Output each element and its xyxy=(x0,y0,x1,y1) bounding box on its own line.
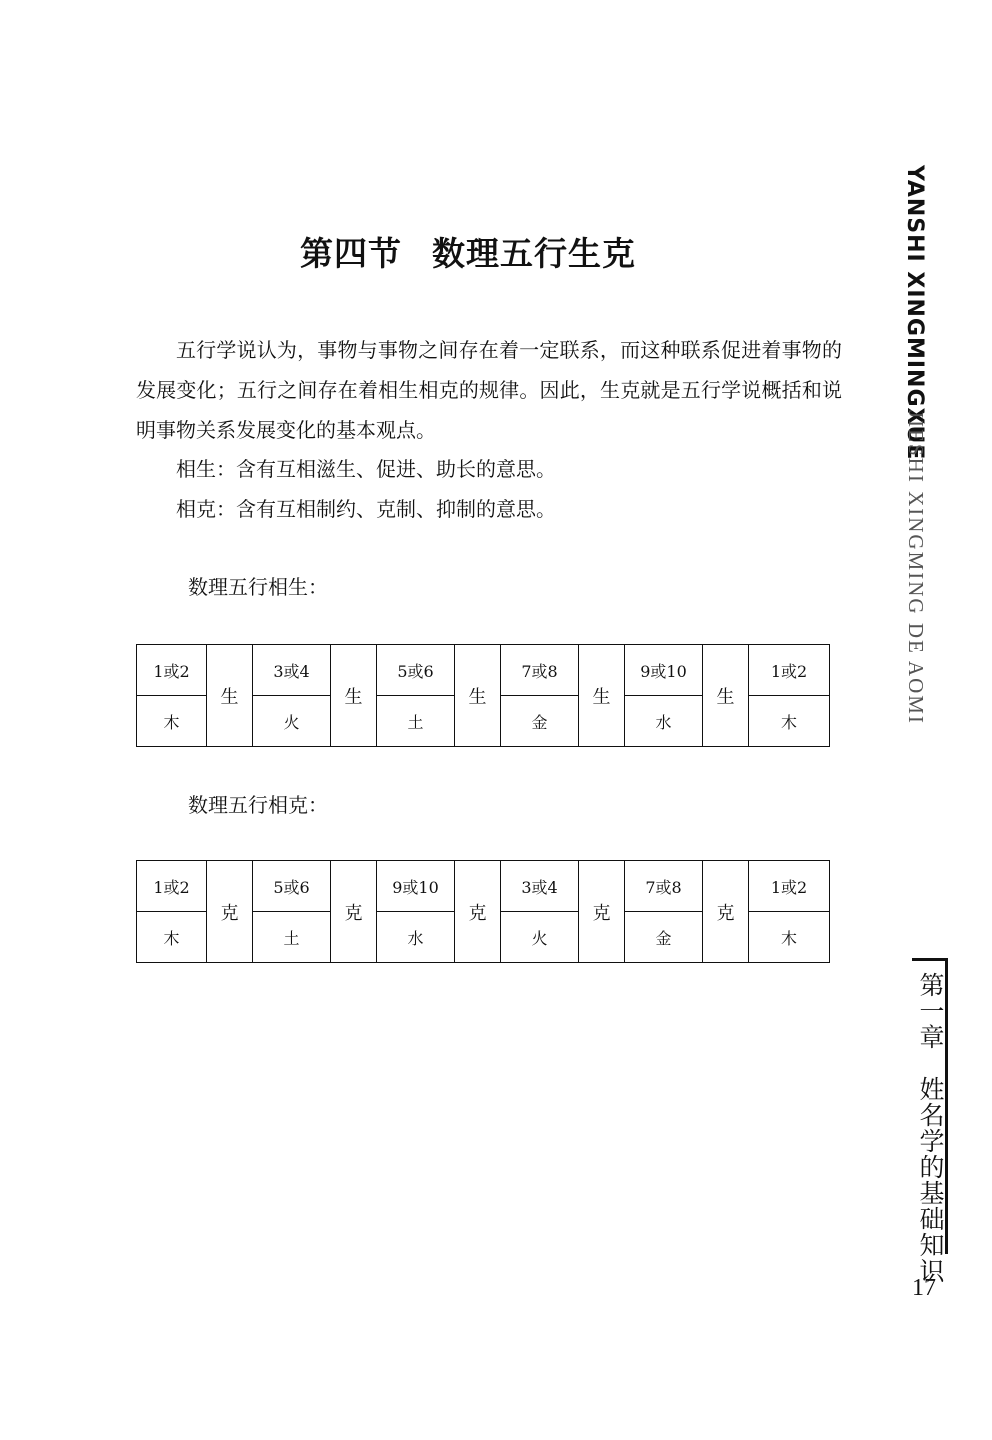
sheng-number-cell: 3或4 xyxy=(253,645,331,696)
sheng-number-cell: 7或8 xyxy=(501,645,579,696)
ke-definition: 相克：含有互相制约、克制、抑制的意思。 xyxy=(176,497,556,521)
ke-number-cell: 3或4 xyxy=(501,861,579,912)
running-subtitle-en: JIESHI XINGMING DE AOMI xyxy=(904,410,928,725)
ke-caption: 数理五行相克： xyxy=(188,793,328,817)
ke-table xyxy=(136,860,830,963)
sheng-element-cell: 土 xyxy=(377,696,455,747)
sheng-number-cell: 1或2 xyxy=(749,645,830,696)
chapter-label: 第一章 姓名学的基础知识 xyxy=(916,972,945,1284)
ke-operator-cell: 克 xyxy=(207,861,253,963)
sheng-operator-cell: 生 xyxy=(579,645,625,747)
sheng-element-cell: 木 xyxy=(749,696,830,747)
sheng-operator-cell: 生 xyxy=(207,645,253,747)
sheng-number-cell: 5或6 xyxy=(377,645,455,696)
ke-element-cell: 土 xyxy=(253,912,331,963)
page-number: 17 xyxy=(912,1275,936,1301)
intro-paragraph: 五行学说认为，事物与事物之间存在着一定联系，而这种联系促进着事物的发展变化；五行之间存在着相生相克的规律。因此，生克就是五行学说概括和说明事物关系发展变化的基本观点。 xyxy=(136,338,842,442)
sheng-element-cell: 火 xyxy=(253,696,331,747)
ke-number-cell: 9或10 xyxy=(377,861,455,912)
ke-operator-cell: 克 xyxy=(455,861,501,963)
ke-element-cell: 金 xyxy=(625,912,703,963)
sheng-number-cell: 1或2 xyxy=(137,645,207,696)
sheng-caption: 数理五行相生： xyxy=(188,575,328,599)
ke-number-cell: 7或8 xyxy=(625,861,703,912)
sheng-element-cell: 木 xyxy=(137,696,207,747)
sheng-operator-cell: 生 xyxy=(703,645,749,747)
ke-number-cell: 1或2 xyxy=(137,861,207,912)
ke-operator-cell: 克 xyxy=(331,861,377,963)
running-title-en: YANSHI XINGMINGXUE xyxy=(902,165,927,461)
chapter-tab-tick xyxy=(912,958,946,961)
ke-element-cell: 水 xyxy=(377,912,455,963)
ke-operator-cell: 克 xyxy=(579,861,625,963)
sheng-operator-cell: 生 xyxy=(455,645,501,747)
sheng-definition: 相生：含有互相滋生、促进、助长的意思。 xyxy=(176,457,556,481)
sheng-element-cell: 金 xyxy=(501,696,579,747)
ke-element-cell: 木 xyxy=(749,912,830,963)
section-number: 第四节 xyxy=(300,234,402,273)
ke-element-cell: 木 xyxy=(137,912,207,963)
sheng-number-cell: 9或10 xyxy=(625,645,703,696)
ke-number-cell: 5或6 xyxy=(253,861,331,912)
ke-operator-cell: 克 xyxy=(703,861,749,963)
sheng-element-cell: 水 xyxy=(625,696,703,747)
section-title xyxy=(300,228,680,275)
sheng-operator-cell: 生 xyxy=(331,645,377,747)
ke-element-cell: 火 xyxy=(501,912,579,963)
ke-number-cell: 1或2 xyxy=(749,861,830,912)
section-heading: 数理五行生克 xyxy=(432,234,636,273)
sheng-table xyxy=(136,644,830,747)
